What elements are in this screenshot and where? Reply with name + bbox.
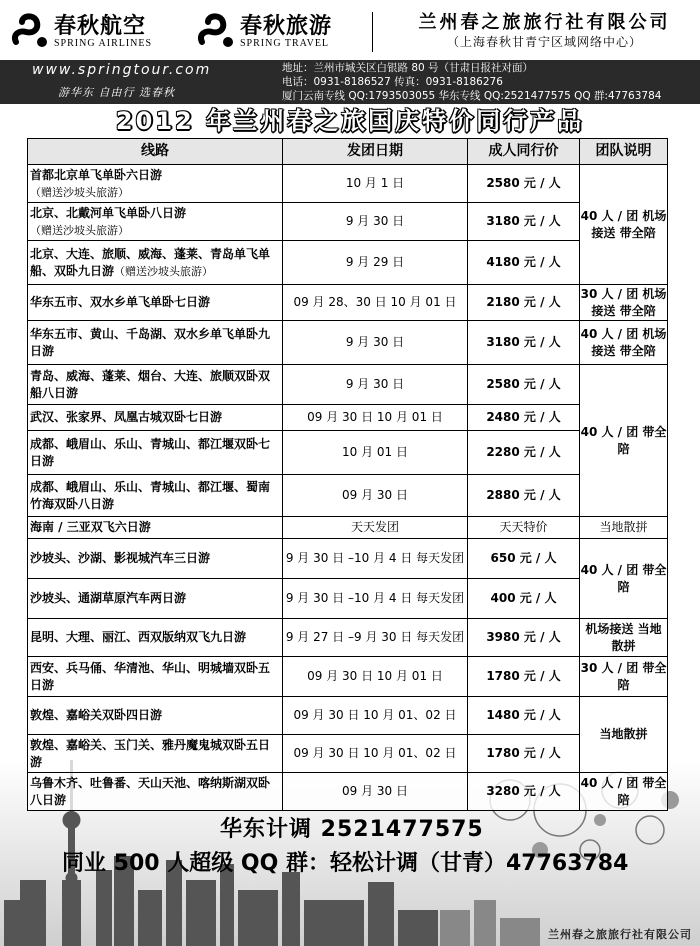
table-header-row (28, 139, 668, 165)
header-divider (372, 12, 373, 52)
price-cell: 1480 元 / 人 (468, 697, 580, 735)
contact-band (0, 60, 700, 104)
spring-logo-icon (196, 12, 236, 52)
note-cell: 机场接送 当地散拼 (580, 619, 668, 657)
date-cell: 9 月 30 日 (283, 203, 468, 241)
route-cell: 沙坡头、通湖草原汽车两日游 (28, 579, 283, 619)
brand1-cn: 春秋航空 (54, 13, 147, 39)
route-cell: 青岛、威海、蓬莱、烟台、大连、旅顺双卧双船八日游 (28, 365, 283, 405)
route-cell: 成都、峨眉山、乐山、青城山、都江堰双卧七日游 (28, 431, 283, 475)
product-table (27, 138, 668, 811)
brand2-en: SPRING TRAVEL (240, 38, 330, 49)
address-text: 地址：兰州市城关区白银路 80 号（甘肃日报社对面） (282, 62, 534, 74)
route-cell: 武汉、张家界、凤凰古城双卧七日游 (28, 405, 283, 431)
price-cell: 3180 元 / 人 (468, 203, 580, 241)
route-cell: 乌鲁木齐、吐鲁番、天山天池、喀纳斯湖双卧八日游 (28, 773, 283, 811)
table-row (28, 735, 668, 773)
table-row (28, 517, 668, 539)
qq-group-banner: 同业 500 人超级 QQ 群：轻松计调（甘青）47763784 (62, 851, 629, 876)
header (0, 0, 700, 60)
route-cell: 敦煌、嘉峪关、玉门关、雅丹魔鬼城双卧五日游 (28, 735, 283, 773)
price-cell: 400 元 / 人 (468, 579, 580, 619)
price-cell: 4180 元 / 人 (468, 241, 580, 285)
table-row (28, 285, 668, 321)
price-cell: 2580 元 / 人 (468, 365, 580, 405)
note-cell: 30 人 / 团 机场接送 带全陪 (580, 285, 668, 321)
brand1-en: SPRING AIRLINES (54, 38, 153, 49)
date-cell: 10 月 01 日 (283, 431, 468, 475)
header-date: 发团日期 (283, 139, 468, 165)
date-cell: 09 月 30 日 10 月 01、02 日 (283, 735, 468, 773)
price-cell: 2280 元 / 人 (468, 431, 580, 475)
table-row (28, 579, 668, 619)
note-cell: 当地散拼 (580, 517, 668, 539)
date-cell: 9 月 30 日 –10 月 4 日 每天发团 (283, 539, 468, 579)
date-cell: 09 月 28、30 日 10 月 01 日 (283, 285, 468, 321)
date-cell: 09 月 30 日 (283, 475, 468, 517)
price-cell: 650 元 / 人 (468, 539, 580, 579)
route-cell: 西安、兵马俑、华清池、华山、明城墙双卧五日游 (28, 657, 283, 697)
slogan: 游华东 自由行 选春秋 (58, 86, 175, 99)
price-cell: 3980 元 / 人 (468, 619, 580, 657)
table-row (28, 321, 668, 365)
route-cell: 华东五市、双水乡单飞单卧七日游 (28, 285, 283, 321)
price-cell: 2480 元 / 人 (468, 405, 580, 431)
table-row (28, 203, 668, 241)
price-cell: 1780 元 / 人 (468, 657, 580, 697)
date-cell: 9 月 30 日 –10 月 4 日 每天发团 (283, 579, 468, 619)
date-cell: 9 月 29 日 (283, 241, 468, 285)
header-note: 团队说明 (580, 139, 668, 165)
page-title: 2012 年兰州春之旅国庆特价同行产品 (115, 107, 585, 135)
table-row (28, 405, 668, 431)
date-cell: 天天发团 (283, 517, 468, 539)
spring-airlines-brand (10, 12, 152, 52)
route-cell: 敦煌、嘉峪关双卧四日游 (28, 697, 283, 735)
route-cell: 海南 / 三亚双飞六日游 (28, 517, 283, 539)
footer-company: 兰州春之旅旅行社有限公司 (548, 928, 692, 941)
date-cell: 10 月 1 日 (283, 165, 468, 203)
note-cell: 40 人 / 团 机场接送 带全陪 (580, 321, 668, 365)
price-cell: 2180 元 / 人 (468, 285, 580, 321)
price-cell: 2580 元 / 人 (468, 165, 580, 203)
route-cell: 成都、峨眉山、乐山、青城山、都江堰、蜀南竹海双卧八日游 (28, 475, 283, 517)
header-route: 线路 (28, 139, 283, 165)
route-cell: 华东五市、黄山、千岛湖、双水乡单飞单卧九日游 (28, 321, 283, 365)
route-cell: 北京、北戴河单飞单卧八日游 （赠送沙坡头旅游） (28, 203, 283, 241)
date-cell: 9 月 30 日 (283, 321, 468, 365)
price-cell: 1780 元 / 人 (468, 735, 580, 773)
date-cell: 09 月 30 日 (283, 773, 468, 811)
phone-text: 电话：0931-8186527 传真：0931-8186276 (282, 76, 503, 88)
route-cell: 昆明、大理、丽江、西双版纳双飞九日游 (28, 619, 283, 657)
spring-travel-brand (196, 12, 332, 52)
price-cell: 3280 元 / 人 (468, 773, 580, 811)
date-cell: 09 月 30 日 10 月 01 日 (283, 657, 468, 697)
route-cell: 首都北京单飞单卧六日游 （赠送沙坡头旅游） (28, 165, 283, 203)
note-cell: 40 人 / 团 机场接送 带全陪 (580, 165, 668, 285)
contact-info (282, 61, 661, 103)
date-cell: 09 月 30 日 10 月 01 日 (283, 405, 468, 431)
table-row (28, 475, 668, 517)
agency-block (392, 12, 697, 50)
website-link[interactable]: www.springtour.com (32, 62, 212, 78)
table-row (28, 697, 668, 735)
table-row (28, 539, 668, 579)
date-cell: 09 月 30 日 10 月 01、02 日 (283, 697, 468, 735)
date-cell: 9 月 30 日 (283, 365, 468, 405)
table-row (28, 657, 668, 697)
note-cell: 当地散拼 (580, 697, 668, 773)
table-row (28, 165, 668, 203)
note-cell: 40 人 / 团 带全陪 (580, 539, 668, 619)
note-cell: 30 人 / 团 带全陪 (580, 657, 668, 697)
table-row (28, 365, 668, 405)
spring-logo-icon (10, 12, 50, 52)
price-cell: 3180 元 / 人 (468, 321, 580, 365)
table-row (28, 241, 668, 285)
table-row (28, 619, 668, 657)
note-cell: 40 人 / 团 带全陪 (580, 365, 668, 517)
note-cell: 40 人 / 团 带全陪 (580, 773, 668, 811)
agency-name: 兰州春之旅旅行社有限公司 (418, 12, 671, 33)
route-cell: 沙坡头、沙湖、影视城汽车三日游 (28, 539, 283, 579)
header-price: 成人同行价 (468, 139, 580, 165)
price-cell: 2880 元 / 人 (468, 475, 580, 517)
east-china-contact: 华东计调 2521477575 (220, 817, 484, 842)
brand2-cn: 春秋旅游 (240, 13, 333, 39)
table-row (28, 431, 668, 475)
price-cell: 天天特价 (468, 517, 580, 539)
qq-text: 厦门云南专线 QQ:1793503055 华东专线 QQ:2521477575 QQ 群:47763784 (282, 90, 662, 102)
date-cell: 9 月 27 日 –9 月 30 日 每天发团 (283, 619, 468, 657)
route-cell: 北京、大连、旅顺、威海、蓬莱、青岛单飞单船、双卧九日游（赠送沙坡头旅游） (28, 241, 283, 285)
agency-subtitle: （上海春秋甘青宁区域网络中心） (446, 35, 642, 49)
table-row (28, 773, 668, 811)
